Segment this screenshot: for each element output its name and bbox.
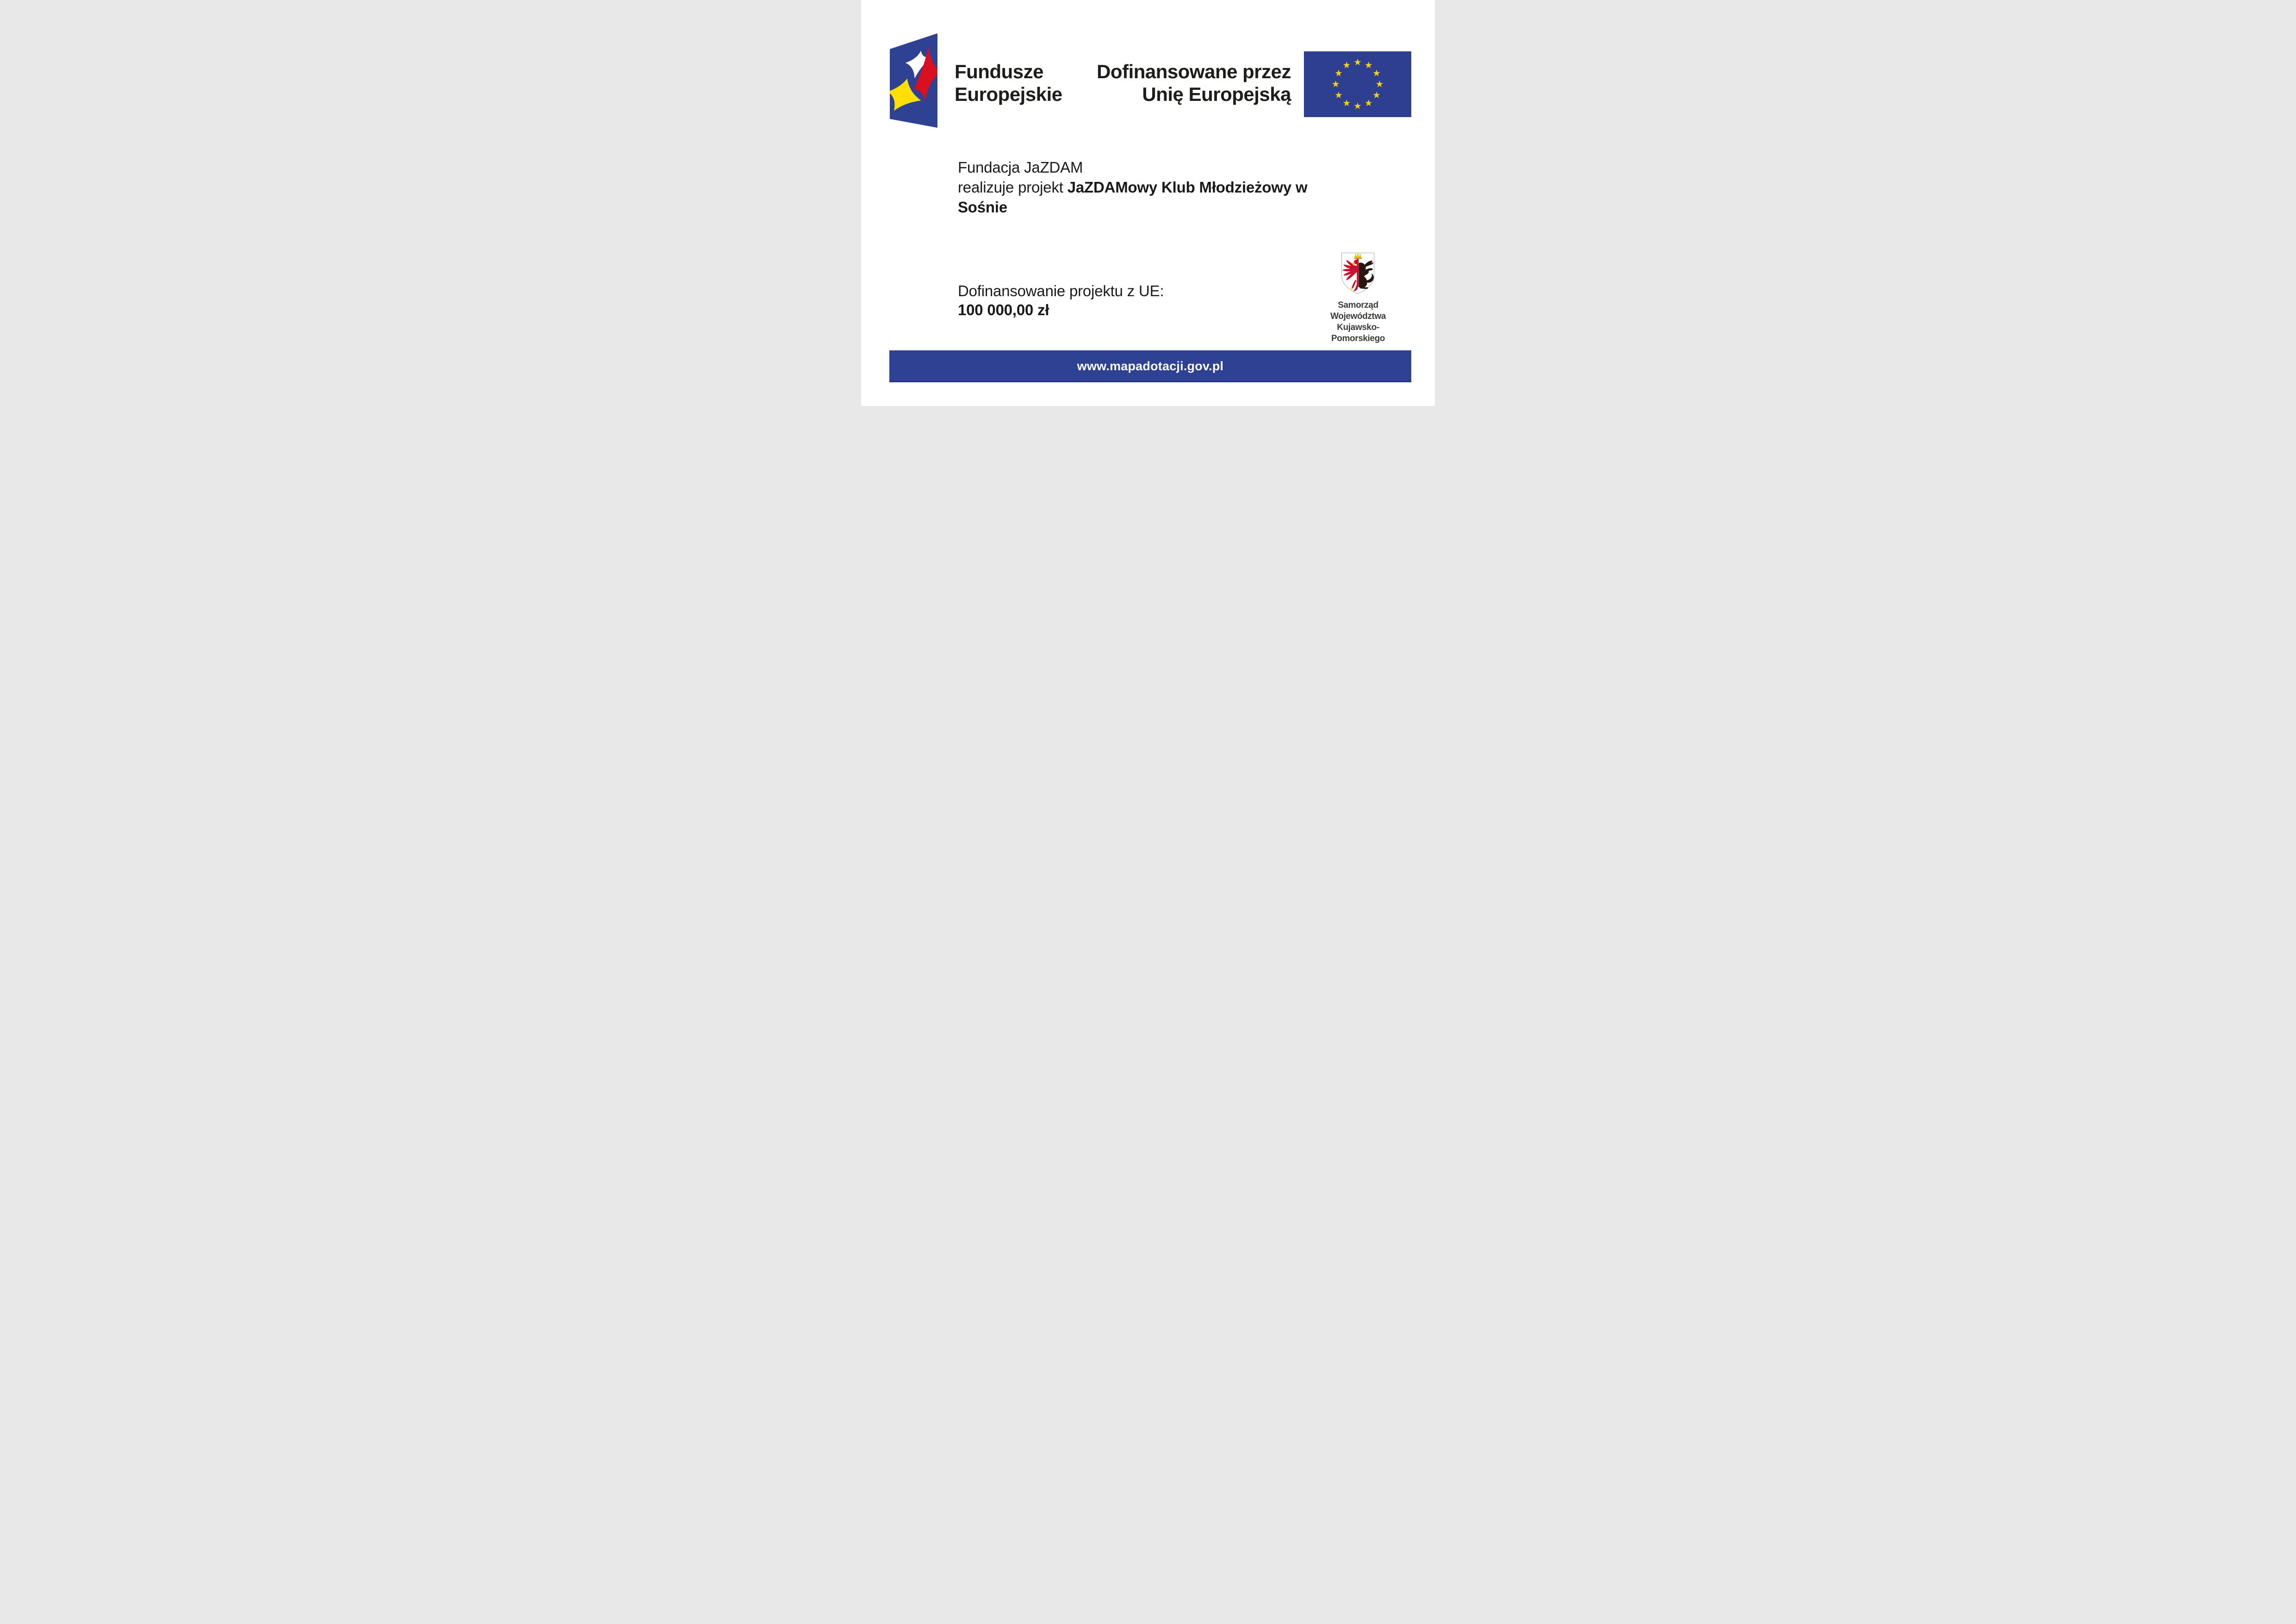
partner-name-line2: Kujawsko-Pomorskiego: [1331, 323, 1385, 343]
eu-funding-statement: [1097, 60, 1291, 106]
fe-logo-line1: Fundusze: [955, 61, 1043, 82]
funding-label: Dofinansowanie projektu z UE:: [958, 282, 1164, 299]
beneficiary-name: Fundacja JaZDAM: [958, 159, 1083, 176]
partner-name: [1312, 300, 1404, 344]
funding-amount: 100 000,00 zł: [958, 301, 1049, 318]
crown-icon: [1354, 254, 1361, 259]
fe-logo-line2: Europejskie: [955, 83, 1062, 105]
coat-of-arms-icon: [1340, 252, 1375, 294]
partner-name-line1: Samorząd Województwa: [1330, 300, 1386, 321]
project-name-line1: JaZDAMowy Klub Młodzieżowy w: [1067, 179, 1308, 196]
funding-statement-line2: Unię Europejską: [1142, 83, 1291, 105]
project-name-line2: Sośnie: [958, 199, 1008, 216]
eu-flag-icon: [1304, 51, 1411, 117]
footer-url: www.mapadotacji.gov.pl: [1077, 359, 1224, 373]
funding-statement-line1: Dofinansowane przez: [1097, 61, 1291, 82]
poster: [861, 0, 1435, 406]
project-prefix: realizuje projekt: [958, 179, 1063, 196]
fe-flag-graphic: [890, 33, 937, 128]
fe-logo-flag-icon: [890, 33, 937, 128]
funding-info: [958, 281, 1282, 319]
fe-logo-wordmark: [955, 60, 1062, 106]
footer-bar: [889, 350, 1411, 382]
project-description: [958, 157, 1342, 217]
